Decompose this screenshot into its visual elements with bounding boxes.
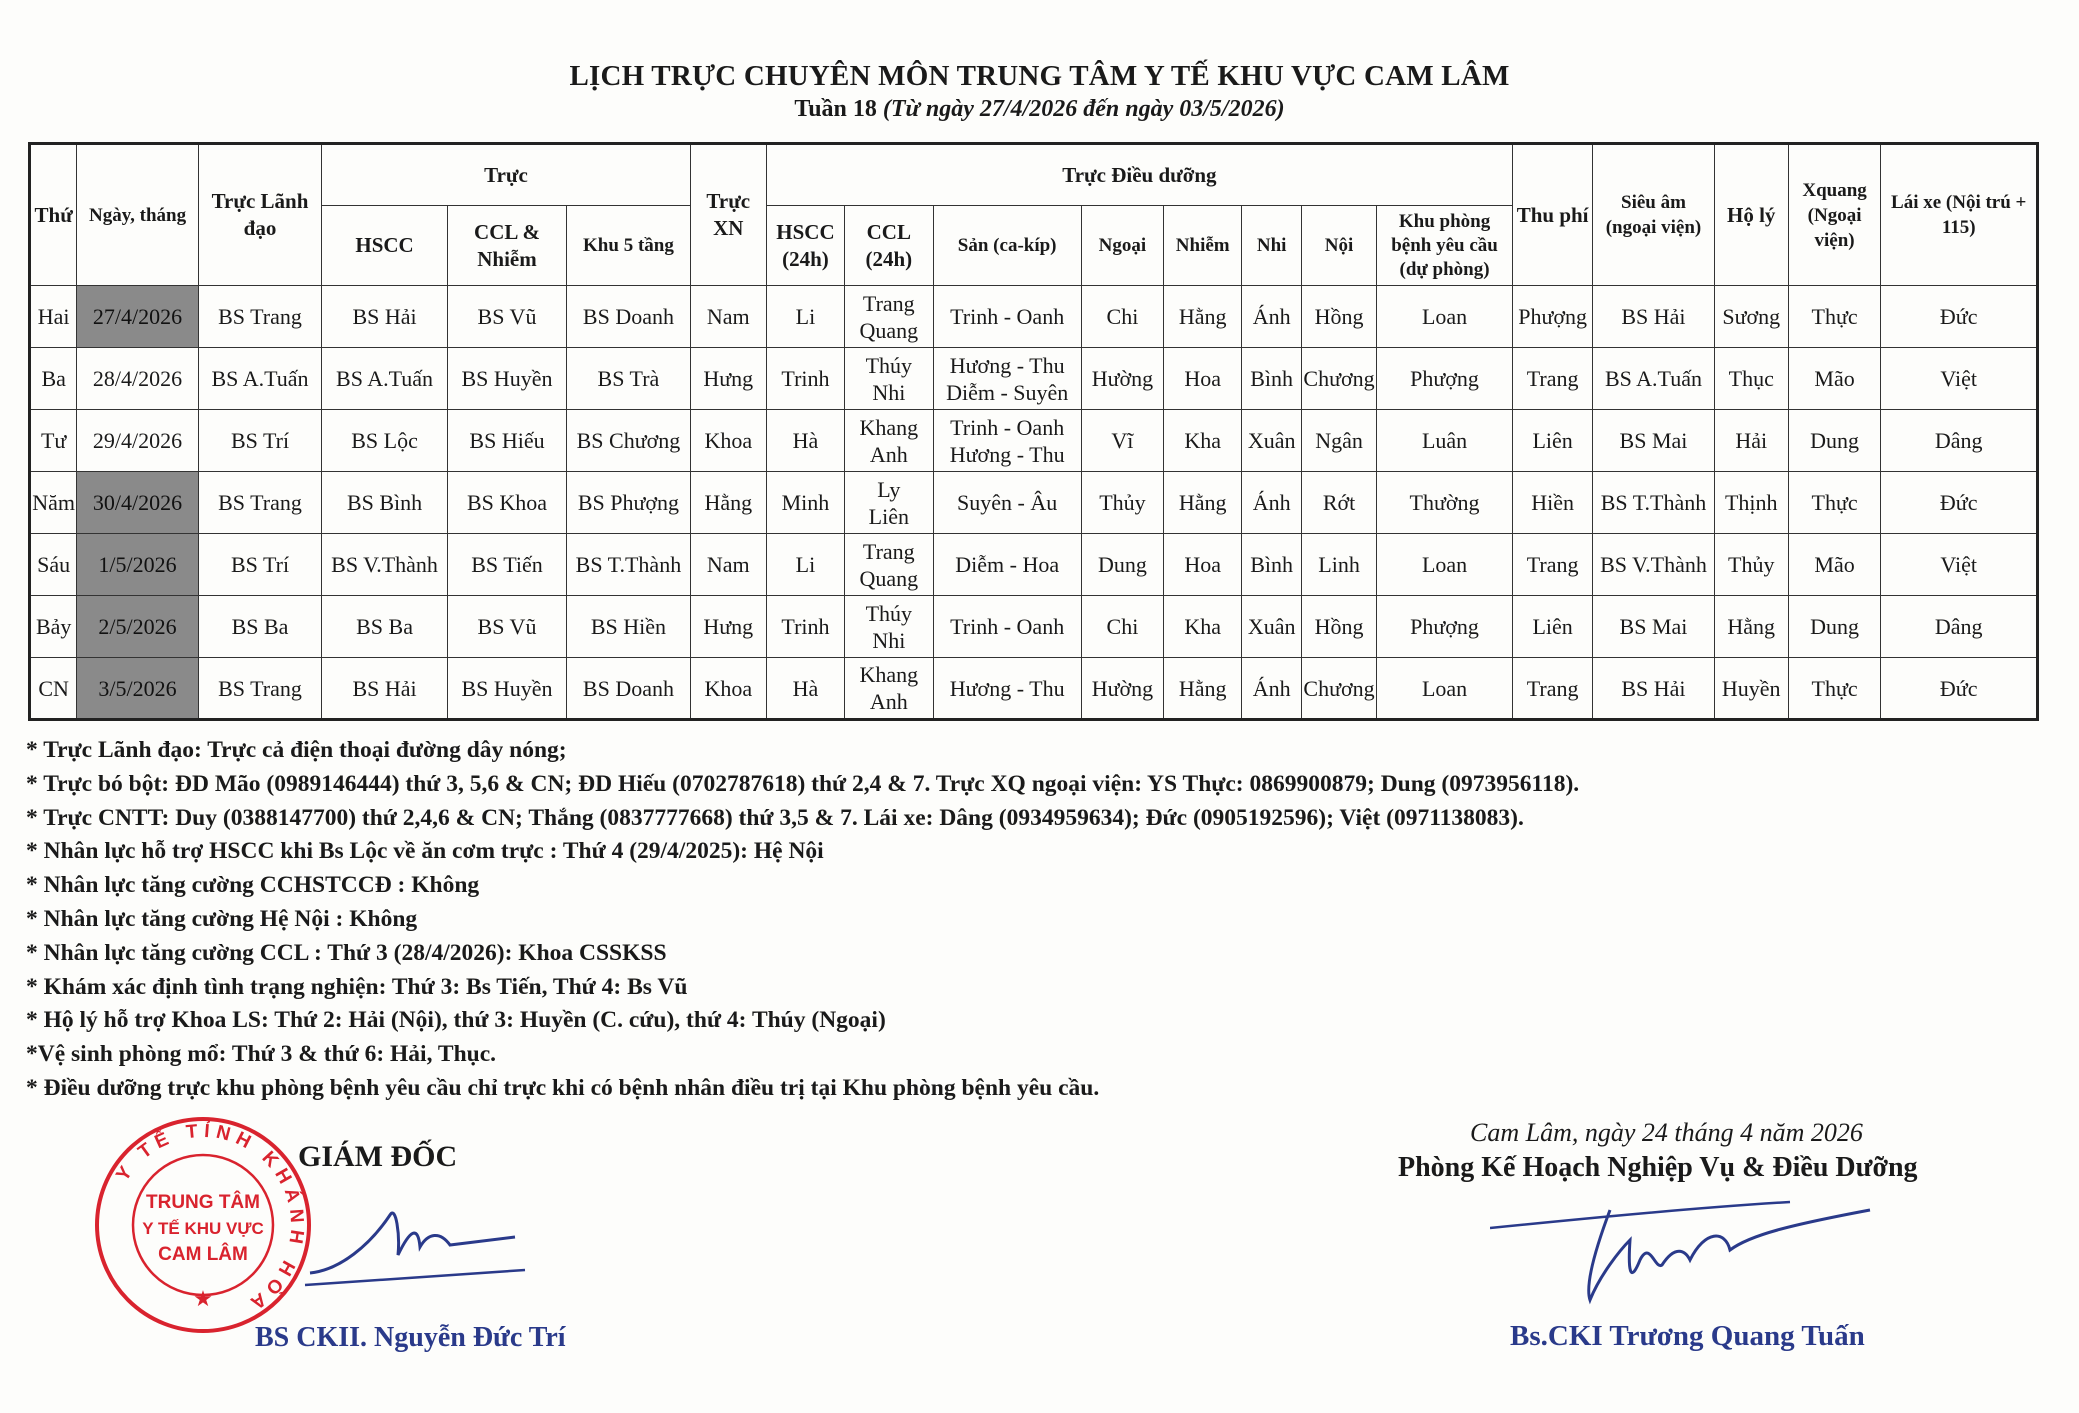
cell-thu-phi: Phượng [1512,286,1592,348]
cell-ngay: 29/4/2026 [77,410,198,472]
table-row [30,658,2038,720]
cell-lanh-dao: BS Ba [198,596,322,658]
table-row [30,410,2038,472]
cell-lai-xe: Dâng [1881,410,2038,472]
cell-dd-hscc: Minh [766,472,844,534]
cell-lanh-dao: BS Trang [198,658,322,720]
header-ccl-nhiem: CCL & Nhiễm [447,206,566,286]
cell-line: Trinh - Oanh [950,304,1065,329]
schedule-body [30,286,2038,720]
cell-dd-ccl [845,596,934,658]
cell-ngoai: Hường [1081,658,1163,720]
left-signatory-title: GIÁM ĐỐC [298,1140,458,1173]
header-nhi: Nhi [1242,206,1302,286]
cell-lanh-dao: BS Trang [198,472,322,534]
cell-khu-phong: Phượng [1377,596,1513,658]
cell-thu: Bảy [30,596,77,658]
cell-sieu-am: BS Hải [1593,286,1714,348]
cell-thu: Hai [30,286,77,348]
cell-line: Quang [859,565,919,591]
cell-nhiem: Hằng [1164,658,1242,720]
cell-thu-phi: Liên [1512,410,1592,472]
note-line: * Trực bó bột: ĐD Mão (0989146444) thứ 3, 5,6 & CN; ĐD Hiếu (0702787618) thứ 2,4 & 7. Trực XQ ngoại viện: YS Thực: 0869900879; Dung (0973956118). [26,770,1580,797]
cell-xquang: Dung [1788,596,1881,658]
cell-khu-phong: Luân [1377,410,1513,472]
cell-ho-ly: Sương [1714,286,1788,348]
cell-ho-ly: Huyền [1714,658,1788,720]
cell-noi: Ngân [1301,410,1376,472]
cell-line: Hương - Thu [949,675,1065,701]
cell-thu: CN [30,658,77,720]
cell-lanh-dao: BS Trí [198,410,322,472]
cell-san [933,534,1081,596]
cell-lai-xe: Đức [1881,472,2038,534]
cell-khu-5-tang: BS Chương [567,410,691,472]
cell-dd-ccl [845,472,934,534]
cell-ho-ly: Hằng [1714,596,1788,658]
cell-line: Khang [859,662,919,687]
cell-ccl-nhiem: BS Tiến [447,534,566,596]
cell-line: Trinh - Oanh [950,414,1065,440]
cell-truc-xn: Nam [690,534,766,596]
cell-lai-xe: Đức [1881,658,2038,720]
cell-hscc: BS Bình [322,472,448,534]
cell-dd-ccl [845,534,934,596]
cell-ccl-nhiem: BS Khoa [447,472,566,534]
header-dd-ccl: CCL (24h) [845,206,934,286]
cell-nhi: Xuân [1242,410,1302,472]
cell-line: Ly [877,476,901,502]
note-line: * Hộ lý hỗ trợ Khoa LS: Thứ 2: Hải (Nội), thứ 3: Huyền (C. cứu), thứ 4: Thúy (Ngoại) [26,1007,886,1034]
cell-nhiem: Hằng [1164,286,1242,348]
header-dd-hscc: HSCC (24h) [766,206,844,286]
notes-section [26,734,2046,1106]
cell-ngay: 1/5/2026 [77,534,198,596]
stamp-line-2: Y TẾ KHU VỰC [142,1219,264,1238]
cell-khu-5-tang: BS Doanh [567,658,691,720]
cell-thu-phi: Hiền [1512,472,1592,534]
cell-ngay: 2/5/2026 [77,596,198,658]
cell-line: Diễm - Suyên [946,379,1069,405]
cell-khu-phong: Loan [1377,286,1513,348]
note-line: * Điều dưỡng trực khu phòng bệnh yêu cầu chỉ trực khi có bệnh nhân điều trị tại Khu phòng bệnh yêu cầu. [26,1074,1100,1101]
place-and-date: Cam Lâm, ngày 24 tháng 4 năm 2026 [1470,1118,1863,1147]
cell-line: Khang [859,414,919,440]
cell-nhiem: Hằng [1164,472,1242,534]
cell-ho-ly: Thủy [1714,534,1788,596]
cell-ngoai: Hường [1081,348,1163,410]
header-noi: Nội [1301,206,1376,286]
cell-dd-ccl [845,286,934,348]
cell-nhiem: Kha [1164,410,1242,472]
cell-truc-xn: Nam [690,286,766,348]
cell-san [933,596,1081,658]
table-row [30,596,2038,658]
header-ngoai: Ngoại [1081,206,1163,286]
cell-line: Suyên - Âu [957,490,1058,515]
cell-line: Nhi [872,379,906,405]
note-line: * Trực Lãnh đạo: Trực cả điện thoại đường dây nóng; [26,737,567,763]
official-stamp [92,1114,314,1336]
cell-khu-phong: Loan [1377,658,1513,720]
cell-noi: Chương [1301,348,1376,410]
cell-noi: Linh [1301,534,1376,596]
duty-schedule-table [28,142,2039,721]
cell-khu-5-tang: BS Doanh [567,286,691,348]
header-truc-group: Trực [322,144,690,206]
header-lai-xe: Lái xe (Nội trú + 115) [1881,144,2038,286]
cell-ngoai: Chi [1081,286,1163,348]
cell-dd-ccl [845,348,934,410]
cell-ho-ly: Thục [1714,348,1788,410]
cell-sieu-am: BS V.Thành [1593,534,1714,596]
cell-khu-phong: Loan [1377,534,1513,596]
cell-dd-ccl [845,410,934,472]
header-xquang: Xquang (Ngoại viện) [1788,144,1881,286]
header-truc-lanh-dao: Trực Lãnh đạo [198,144,322,286]
cell-lai-xe: Đức [1881,286,2038,348]
cell-ngoai: Vĩ [1081,410,1163,472]
left-signatory-name: BS CKII. Nguyễn Đức Trí [255,1322,566,1353]
cell-khu-5-tang: BS Hiền [567,596,691,658]
note-line: *Vệ sinh phòng mổ: Thứ 3 & thứ 6: Hải, Thục. [26,1041,497,1068]
note-line: * Trực CNTT: Duy (0388147700) thứ 2,4,6 & CN; Thắng (0837777668) thứ 3,5 & 7. Lái xe: Dâng (0934959634); Đức (0905192596); Việt (0971138083). [26,804,1524,831]
cell-nhiem: Hoa [1164,534,1242,596]
cell-line: Thúy [865,600,913,626]
cell-line: Hương - Thu [949,441,1065,467]
cell-sieu-am: BS Mai [1593,596,1714,658]
cell-khu-phong: Thường [1377,472,1513,534]
cell-line: Diễm - Hoa [955,552,1060,577]
right-signatory-name: Bs.CKI Trương Quang Tuấn [1510,1320,1865,1352]
header-truc-xn: Trực XN [690,144,766,286]
cell-ngoai: Thủy [1081,472,1163,534]
cell-hscc: BS Hải [322,286,448,348]
cell-lai-xe: Dâng [1881,596,2038,658]
cell-ngay: 3/5/2026 [77,658,198,720]
cell-thu: Ba [30,348,77,410]
cell-khu-5-tang: BS Trà [567,348,691,410]
stamp-line-3: CAM LÂM [158,1244,248,1265]
cell-san [933,410,1081,472]
header-san: Sản (ca-kíp) [933,206,1081,286]
cell-nhi: Ánh [1242,658,1302,720]
cell-noi: Chương [1301,658,1376,720]
cell-nhi: Bình [1242,534,1302,596]
cell-ccl-nhiem: BS Vũ [447,286,566,348]
cell-sieu-am: BS A.Tuấn [1593,348,1714,410]
cell-ngay: 28/4/2026 [77,348,198,410]
cell-xquang: Dung [1788,410,1881,472]
cell-xquang: Mão [1788,348,1881,410]
header-nhiem: Nhiễm [1164,206,1242,286]
cell-dd-ccl [845,658,934,720]
department-signature [1490,1190,1910,1320]
cell-nhi: Ánh [1242,472,1302,534]
right-signatory-title: Phòng Kế Hoạch Nghiệp Vụ & Điều Dưỡng [1398,1152,1918,1183]
cell-sieu-am: BS Hải [1593,658,1714,720]
cell-line: Trinh - Oanh [950,614,1065,639]
cell-ccl-nhiem: BS Huyền [447,348,566,410]
cell-ccl-nhiem: BS Vũ [447,596,566,658]
cell-nhiem: Hoa [1164,348,1242,410]
week-label: Tuần 18 [794,96,877,122]
cell-line: Trang [862,290,915,316]
document-title: LỊCH TRỰC CHUYÊN MÔN TRUNG TÂM Y TẾ KHU VỰC CAM LÂM [569,60,1510,92]
header-dieu-duong-group: Trực Điều dưỡng [766,144,1512,206]
table-row [30,534,2038,596]
header-ho-ly: Hộ lý [1714,144,1788,286]
cell-hscc: BS Lộc [322,410,448,472]
cell-ccl-nhiem: BS Huyền [447,658,566,720]
cell-noi: Hồng [1301,596,1376,658]
table-row [30,348,2038,410]
header-khu-phong: Khu phòng bệnh yêu cầu (dự phòng) [1377,206,1513,286]
cell-truc-xn: Hưng [690,348,766,410]
cell-sieu-am: BS Mai [1593,410,1714,472]
cell-dd-hscc: Trinh [766,596,844,658]
cell-thu: Năm [30,472,77,534]
cell-ngoai: Dung [1081,534,1163,596]
director-signature [300,1175,530,1295]
cell-thu-phi: Liên [1512,596,1592,658]
header-hscc: HSCC [322,206,448,286]
cell-xquang: Thực [1788,472,1881,534]
cell-san [933,348,1081,410]
note-line: * Khám xác định tình trạng nghiện: Thứ 3: Bs Tiến, Thứ 4: Bs Vũ [26,973,688,1000]
cell-thu-phi: Trang [1512,534,1592,596]
note-line: * Nhân lực tăng cường Hệ Nội : Không [26,905,418,932]
note-line: * Nhân lực tăng cường CCL : Thứ 3 (28/4/2026): Khoa CSSKSS [26,939,667,966]
cell-nhi: Ánh [1242,286,1302,348]
cell-ho-ly: Thịnh [1714,472,1788,534]
table-row [30,472,2038,534]
header-thu: Thứ [30,144,77,286]
cell-thu: Tư [30,410,77,472]
cell-line: Liên [868,503,909,529]
cell-khu-phong: Phượng [1377,348,1513,410]
note-line: * Nhân lực hỗ trợ HSCC khi Bs Lộc về ăn cơm trực : Thứ 4 (29/4/2025): Hệ Nội [26,838,824,865]
cell-dd-hscc: Li [766,534,844,596]
cell-xquang: Thực [1788,658,1881,720]
cell-truc-xn: Khoa [690,658,766,720]
cell-lanh-dao: BS A.Tuấn [198,348,322,410]
cell-nhiem: Kha [1164,596,1242,658]
cell-hscc: BS A.Tuấn [322,348,448,410]
cell-lanh-dao: BS Trang [198,286,322,348]
cell-ho-ly: Hải [1714,410,1788,472]
cell-thu: Sáu [30,534,77,596]
cell-ngay: 27/4/2026 [77,286,198,348]
stamp-line-1: TRUNG TÂM [146,1192,260,1213]
cell-truc-xn: Hằng [690,472,766,534]
table-row [30,286,2038,348]
cell-truc-xn: Hưng [690,596,766,658]
cell-ngoai: Chi [1081,596,1163,658]
cell-nhi: Bình [1242,348,1302,410]
cell-line: Trang [862,538,915,564]
cell-line: Nhi [872,627,906,653]
stamp-star-icon: ★ [193,1286,213,1311]
cell-khu-5-tang: BS T.Thành [567,534,691,596]
cell-thu-phi: Trang [1512,658,1592,720]
cell-hscc: BS V.Thành [322,534,448,596]
cell-truc-xn: Khoa [690,410,766,472]
cell-dd-hscc: Li [766,286,844,348]
note-line: * Nhân lực tăng cường CCHSTCCĐ : Không [26,872,480,899]
date-range: (Từ ngày 27/4/2026 đến ngày 03/5/2026) [882,96,1285,122]
cell-ccl-nhiem: BS Hiếu [447,410,566,472]
cell-hscc: BS Ba [322,596,448,658]
cell-san [933,472,1081,534]
stamp-outer-text: Y TẾ TỈNH KHÁNH HÒA [112,1120,308,1317]
document-subtitle [0,96,2079,123]
cell-dd-hscc: Hà [766,410,844,472]
cell-sieu-am: BS T.Thành [1593,472,1714,534]
cell-noi: Hồng [1301,286,1376,348]
cell-xquang: Mão [1788,534,1881,596]
cell-lanh-dao: BS Trí [198,534,322,596]
cell-san [933,658,1081,720]
cell-line: Anh [869,441,908,467]
cell-line: Hương - Thu [949,352,1065,378]
cell-dd-hscc: Trinh [766,348,844,410]
header-khu-5-tang: Khu 5 tầng [567,206,691,286]
cell-san [933,286,1081,348]
cell-line: Thúy [865,352,913,378]
cell-lai-xe: Việt [1881,348,2038,410]
header-ngay-thang: Ngày, tháng [77,144,198,286]
cell-ngay: 30/4/2026 [77,472,198,534]
cell-xquang: Thực [1788,286,1881,348]
cell-noi: Rớt [1301,472,1376,534]
header-sieu-am: Siêu âm (ngoại viện) [1593,144,1714,286]
cell-line: Quang [859,317,919,343]
cell-hscc: BS Hải [322,658,448,720]
cell-khu-5-tang: BS Phượng [567,472,691,534]
header-thu-phi: Thu phí [1512,144,1592,286]
cell-dd-hscc: Hà [766,658,844,720]
cell-thu-phi: Trang [1512,348,1592,410]
cell-line: Anh [869,689,908,714]
cell-lai-xe: Việt [1881,534,2038,596]
cell-nhi: Xuân [1242,596,1302,658]
